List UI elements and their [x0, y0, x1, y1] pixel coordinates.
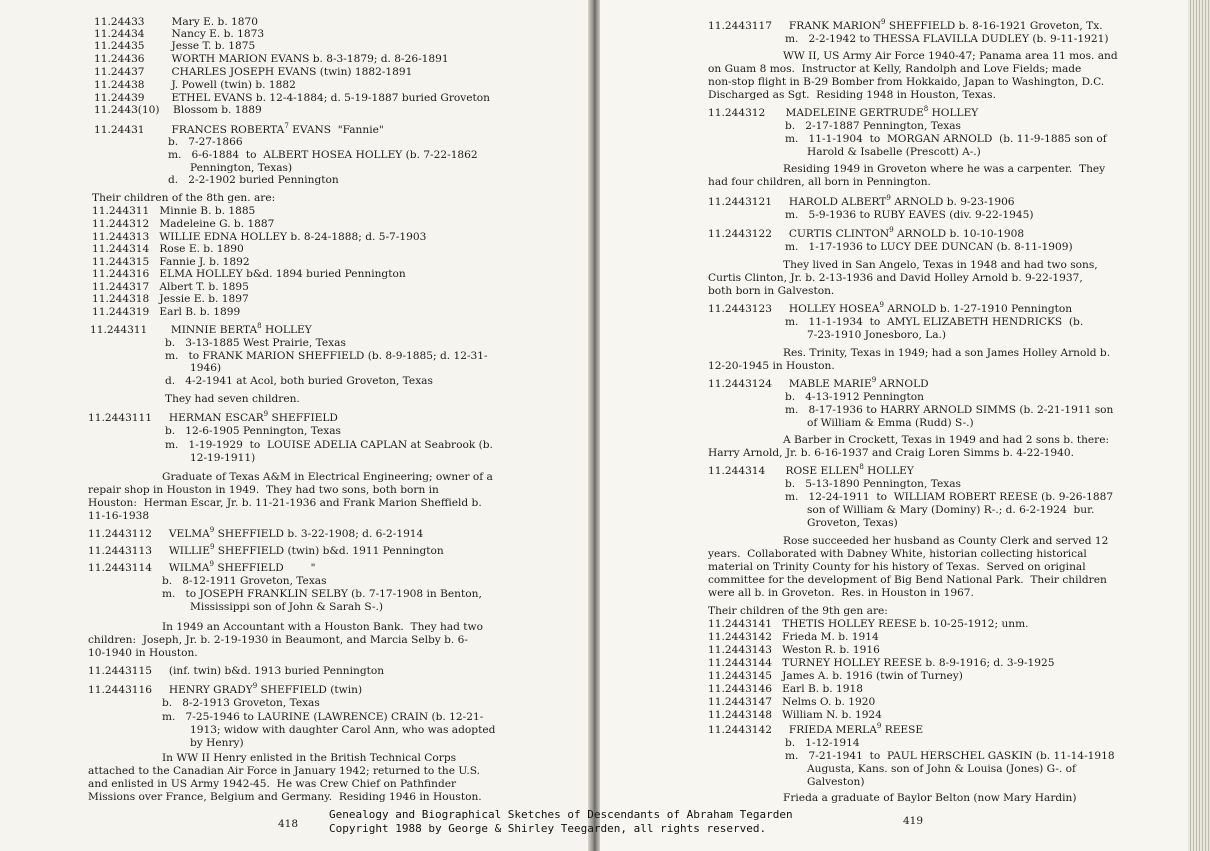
left-page-number: 418 — [278, 818, 299, 830]
left-page-text-line: 11.2443111 HERMAN ESCAR$^9$ SHEFFIELD — [88, 410, 338, 424]
left-page-text-line: 11-16-1938 — [88, 510, 150, 522]
right-page-text-line: Frieda a graduate of Baylor Belton (now Mary Hardin) — [783, 792, 1077, 804]
left-page-text-line: 11.24439 ETHEL EVANS b. 12-4-1884; d. 5-19-1887 buried Groveton — [94, 92, 490, 104]
left-page-text-line: 11.24437 CHARLES JOSEPH EVANS (twin) 1882-1891 — [94, 66, 413, 78]
right-page-text-line: 11.2443142 FRIEDA MERLA$^9$ REESE — [708, 722, 924, 736]
left-page-text-line: repair shop in Houston in 1949. They had two sons, both born in — [88, 484, 439, 496]
right-page-text-line: m. 7-21-1941 to PAUL HERSCHEL GASKIN (b. 11-14-1918 — [785, 750, 1115, 762]
left-page-text-line: 11.2443(10) Blossom b. 1889 — [94, 104, 262, 116]
left-page-text-line: b. 7-27-1866 — [168, 136, 243, 148]
left-page-text-line: 11.244311 Minnie B. b. 1885 — [92, 205, 256, 217]
right-page-text-line: Rose succeeded her husband as County Clerk and served 12 — [783, 535, 1109, 547]
right-page-text-line: 11.2443145 James A. b. 1916 (twin of Turney) — [708, 670, 963, 682]
right-page-text-line: committee for the development of Big Bend National Park. Their children — [708, 574, 1107, 586]
right-page-text-line: 11.2443117 FRANK MARION$^9$ SHEFFIELD b. 8-16-1921 Groveton, Tx. — [708, 18, 1103, 32]
right-page-text-line: both born in Galveston. — [708, 285, 835, 297]
left-page-text-line: d. 4-2-1941 at Acol, both buried Groveton, Texas — [165, 375, 433, 387]
right-page-text-line: m. 1-17-1936 to LUCY DEE DUNCAN (b. 8-11-1909) — [785, 241, 1073, 253]
right-page-text-line: 11.244312 MADELEINE GERTRUDE$^8$ HOLLEY — [708, 105, 979, 119]
right-page-text-line: 11.2443144 TURNEY HOLLEY REESE b. 8-9-1916; d. 3-9-1925 — [708, 657, 1055, 669]
left-page-text-line: 11.244317 Albert T. b. 1895 — [92, 281, 249, 293]
right-page-text-line: WW II, US Army Air Force 1940-47; Panama area 11 mos. and — [783, 50, 1118, 62]
right-page-text-line: Harry Arnold, Jr. b. 6-16-1937 and Craig Loren Simms b. 4-22-1940. — [708, 447, 1074, 459]
left-page-text-line: 11.2443113 WILLIE$^9$ SHEFFIELD (twin) b&d. 1911 Pennington — [88, 543, 444, 557]
book-gutter — [588, 0, 600, 851]
right-page-text-line: 11.2443142 Frieda M. b. 1914 — [708, 631, 879, 643]
right-page-text-line: 11.244314 ROSE ELLEN$^8$ HOLLEY — [708, 463, 914, 477]
footer-title: Genealogy and Biographical Sketches of Descendants of Abraham Tegarden — [329, 808, 793, 821]
left-page-text-line: 11.244314 Rose E. b. 1890 — [92, 243, 244, 255]
left-page-text-line: 11.24434 Nancy E. b. 1873 — [94, 28, 265, 40]
left-page-text-line: 11.24431 FRANCES ROBERTA$^7$ EVANS "Fannie" — [94, 122, 384, 136]
right-page-text-line: on Guam 8 mos. Instructor at Kelly, Randolph and Love Fields; made — [708, 63, 1082, 75]
left-page-text-line: They had seven children. — [165, 393, 300, 405]
right-page-text-line: Augusta, Kans. son of John & Louisa (Jones) G-. of — [807, 763, 1076, 775]
right-page-text-line: son of William & Mary (Dominy) R-.; d. 6-2-1924 bur. — [807, 504, 1095, 516]
left-page-text-line: Mississippi son of John & Sarah S-.) — [190, 601, 384, 613]
left-page-text-line: b. 8-12-1911 Groveton, Texas — [162, 575, 327, 587]
right-page-text-line: 7-23-1910 Jonesboro, La.) — [807, 329, 947, 341]
left-page-text-line: m. 1-19-1929 to LOUISE ADELIA CAPLAN at Seabrook (b. — [165, 439, 493, 451]
left-page-text-line: children: Joseph, Jr. b. 2-19-1930 in Beaumont, and Marcia Selby b. 6- — [88, 634, 468, 646]
right-page-text-line: 11.2443123 HOLLEY HOSEA$^9$ ARNOLD b. 1-27-1910 Pennington — [708, 301, 1073, 315]
left-page-text-line: 11.2443112 VELMA$^9$ SHEFFIELD b. 3-22-1908; d. 6-2-1914 — [88, 526, 424, 540]
right-page-text-line: m. 12-24-1911 to WILLIAM ROBERT REESE (b. 9-26-1887 — [785, 491, 1114, 503]
right-page-text-line: b. 4-13-1912 Pennington — [785, 391, 924, 403]
footer-copyright: Copyright 1988 by George & Shirley Teegarden, all rights reserved. — [329, 822, 767, 835]
left-page-text-line: Their children of the 8th gen. are: — [92, 192, 276, 204]
right-page-text-line: Galveston) — [807, 776, 865, 788]
left-page-text-line: m. 7-25-1946 to LAURINE (LAWRENCE) CRAIN (b. 12-21- — [162, 711, 484, 723]
right-page-text-line: had four children, all born in Pennington. — [708, 176, 931, 188]
right-page-text-line: 11.2443148 William N. b. 1924 — [708, 709, 882, 721]
right-page-text-line: They lived in San Angelo, Texas in 1948 and had two sons, — [783, 259, 1098, 271]
right-page-text-line: m. 5-9-1936 to RUBY EAVES (div. 9-22-1945) — [785, 209, 1034, 221]
left-page-text-line: b. 3-13-1885 West Prairie, Texas — [165, 337, 346, 349]
left-page-text-line: 11.244311 MINNIE BERTA$^8$ HOLLEY — [90, 322, 312, 336]
right-page-text-line: were all b. in Groveton. Res. in Houston in 1967. — [708, 587, 974, 599]
left-page-text-line: 11.24436 WORTH MARION EVANS b. 8-3-1879; d. 8-26-1891 — [94, 53, 449, 65]
right-page-text-line: Groveton, Texas) — [807, 517, 898, 529]
left-page-text-line: Graduate of Texas A&M in Electrical Engineering; owner of a — [162, 471, 493, 483]
left-page-text-line: 11.24438 J. Powell (twin) b. 1882 — [94, 79, 296, 91]
left-page-text-line: 1913; widow with daughter Carol Ann, who was adopted — [190, 724, 496, 736]
right-page-text-line: m. 11-1-1904 to MORGAN ARNOLD (b. 11-9-1885 son of — [785, 133, 1107, 145]
right-page-text-line: Res. Trinity, Texas in 1949; had a son James Holley Arnold b. — [783, 347, 1111, 359]
left-page-text-line: b. 8-2-1913 Groveton, Texas — [162, 697, 320, 709]
right-page-text-line: 12-20-1945 in Houston. — [708, 360, 835, 372]
right-page-text-line: 11.2443122 CURTIS CLINTON$^9$ ARNOLD b. 10-10-1908 — [708, 226, 1025, 240]
left-page-text-line: 11.244315 Fannie J. b. 1892 — [92, 256, 250, 268]
right-page-text-line: Their children of the 9th gen are: — [708, 605, 888, 617]
left-page-text-line: 11.244318 Jessie E. b. 1897 — [92, 293, 249, 305]
left-page-text-line: and enlisted in US Army 1942-45. He was Crew Chief on Pathfinder — [88, 778, 457, 790]
left-page-text-line: 11.244319 Earl B. b. 1899 — [92, 306, 241, 318]
left-page-text-line: 11.2443114 WILMA$^9$ SHEFFIELD " — [88, 560, 316, 574]
left-page-text-line: 11.2443115 (inf. twin) b&d. 1913 buried Pennington — [88, 665, 385, 677]
right-page-text-line: 11.2443143 Weston R. b. 1916 — [708, 644, 880, 656]
left-page-text-line: m. to FRANK MARION SHEFFIELD (b. 8-9-1885; d. 12-31- — [165, 350, 488, 362]
right-page-text-line: 11.2443147 Nelms O. b. 1920 — [708, 696, 876, 708]
left-page-text-line: Pennington, Texas) — [190, 162, 293, 174]
page-edge — [1188, 0, 1210, 851]
left-page-text-line: 11.24433 Mary E. b. 1870 — [94, 16, 259, 28]
left-page-text-line: 11.2443116 HENRY GRADY$^9$ SHEFFIELD (twin) — [88, 682, 363, 696]
right-page-text-line: Harold & Isabelle (Prescott) A-.) — [807, 146, 981, 158]
right-page-text-line: Residing 1949 in Groveton where he was a carpenter. They — [783, 163, 1106, 175]
left-page-text-line: 11.244313 WILLIE EDNA HOLLEY b. 8-24-1888; d. 5-7-1903 — [92, 231, 427, 243]
right-page-text-line: b. 1-12-1914 — [785, 737, 860, 749]
left-page-text-line: by Henry) — [190, 737, 244, 749]
right-page-text-line: 11.2443121 HAROLD ALBERT$^9$ ARNOLD b. 9-23-1906 — [708, 194, 1015, 208]
right-page-text-line: 11.2443146 Earl B. b. 1918 — [708, 683, 863, 695]
left-page-text-line: In WW II Henry enlisted in the British Technical Corps — [162, 752, 457, 764]
left-page-text-line: Houston: Herman Escar, Jr. b. 11-21-1936 and Frank Marion Sheffield b. — [88, 497, 482, 509]
right-page-text-line: b. 5-13-1890 Pennington, Texas — [785, 478, 961, 490]
left-page-text-line: 11.24435 Jesse T. b. 1875 — [94, 40, 256, 52]
right-page-text-line: material on Trinity County for his history of Texas. Served on original — [708, 561, 1086, 573]
left-page-text-line: d. 2-2-1902 buried Pennington — [168, 174, 339, 186]
left-page-text-line: m. to JOSEPH FRANKLIN SELBY (b. 7-17-1908 in Benton, — [162, 588, 482, 600]
right-page-number: 419 — [903, 815, 924, 827]
left-page-text-line: 11.244312 Madeleine G. b. 1887 — [92, 218, 275, 230]
left-page-text-line: In 1949 an Accountant with a Houston Bank. They had two — [162, 621, 484, 633]
right-page-text-line: Discharged as Sgt. Residing 1948 in Houston, Texas. — [708, 89, 996, 101]
left-page-text-line: 12-19-1911) — [190, 452, 256, 464]
left-page-text-line: 1946) — [190, 362, 222, 374]
right-page-text-line: A Barber in Crockett, Texas in 1949 and had 2 sons b. there: — [783, 434, 1110, 446]
right-page-text-line: of William & Emma (Rudd) S-.) — [807, 417, 974, 429]
right-page-text-line: non-stop flight in B-29 Bomber from Hokkaido, Japan to Washington, D.C. — [708, 76, 1105, 88]
right-page-text-line: years. Collaborated with Dabney White, historian collecting historical — [708, 548, 1087, 560]
right-page-text-line: 11.2443141 THETIS HOLLEY REESE b. 10-25-1912; unm. — [708, 618, 1029, 630]
left-page-text-line: m. 6-6-1884 to ALBERT HOSEA HOLLEY (b. 7-22-1862 — [168, 149, 478, 161]
right-page-text-line: 11.2443124 MABLE MARIE$^9$ ARNOLD — [708, 376, 929, 390]
right-page-text-line: m. 11-1-1934 to AMYL ELIZABETH HENDRICKS (b. — [785, 316, 1084, 328]
right-page-text-line: Curtis Clinton, Jr. b. 2-13-1936 and David Holley Arnold b. 9-22-1937, — [708, 272, 1083, 284]
right-page — [600, 0, 1210, 851]
left-page-text-line: 10-1940 in Houston. — [88, 647, 198, 659]
left-page — [0, 0, 588, 851]
right-page-text-line: m. 8-17-1936 to HARRY ARNOLD SIMMS (b. 2-21-1911 son — [785, 404, 1114, 416]
left-page-text-line: b. 12-6-1905 Pennington, Texas — [165, 425, 341, 437]
right-page-text-line: b. 2-17-1887 Pennington, Texas — [785, 120, 961, 132]
left-page-text-line: Missions over France, Belgium and Germany. Residing 1946 in Houston. — [88, 791, 482, 803]
right-page-text-line: m. 2-2-1942 to THESSA FLAVILLA DUDLEY (b. 9-11-1921) — [785, 33, 1109, 45]
left-page-text-line: attached to the Canadian Air Force in January 1942; returned to the U.S. — [88, 765, 480, 777]
left-page-text-line: 11.244316 ELMA HOLLEY b&d. 1894 buried Pennington — [92, 268, 406, 280]
